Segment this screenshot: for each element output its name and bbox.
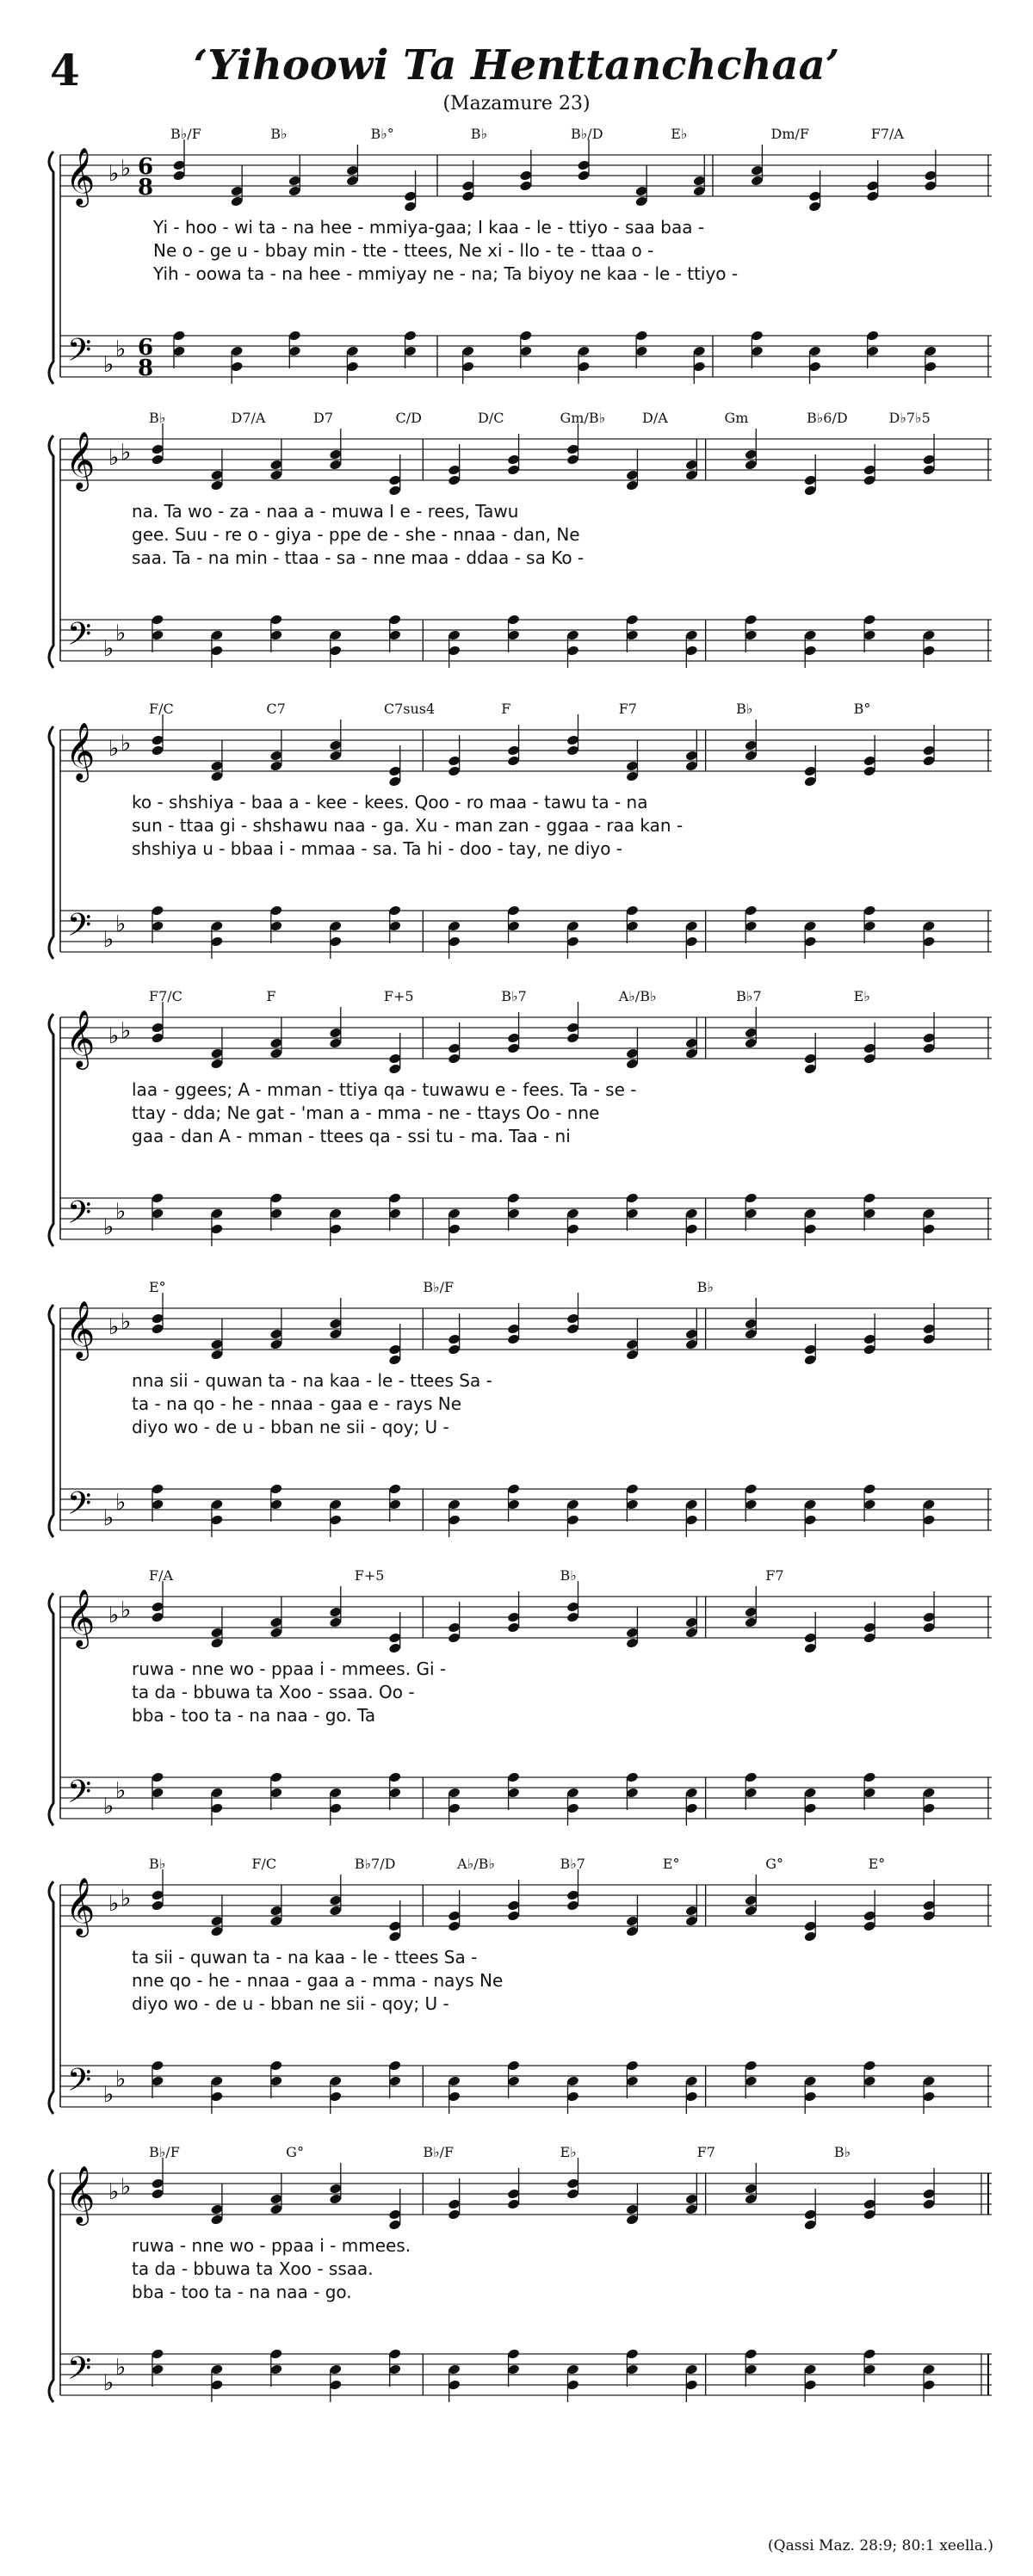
key-flat-icon: ♭ [115,1490,127,1516]
chord-symbol: B♭/F [170,126,201,142]
treble-clef-icon: 𝄞 [65,1300,96,1358]
chord-symbol: B♭ [470,126,488,142]
lyric-verse-3: shshiya u - bbaa i - mmaa - sa. Ta hi - doo - tay, ne diyo - [132,838,623,859]
hymn-number: 4 [50,45,80,96]
lyric-verse-1: ruwa - nne wo - ppaa i - mmees. Gi - [132,1659,447,1679]
key-flat-icon: ♭ [103,927,114,953]
time-sig-treble-bottom: 8 [138,175,154,201]
key-flat-icon: ♭ [103,2082,114,2108]
key-flat-icon: ♭ [108,161,120,187]
lyric-verse-1: ruwa - nne wo - ppaa i - mmees. [132,2235,411,2256]
key-flat-icon: ♭ [115,2066,127,2092]
chord-symbol: B♭7 [560,1856,585,1872]
key-flat-icon: ♭ [115,621,127,646]
system-bracket [49,151,53,384]
score-system-4 [41,988,997,1276]
lyric-verse-1: ko - shshiya - baa a - kee - kees. Qoo - ro maa - tawu ta - na [132,792,648,812]
chord-symbol: B♭/F [423,2144,455,2160]
key-flat-icon: ♭ [121,440,132,466]
chord-symbol: B♭7/D [354,1856,396,1872]
lyric-verse-2: ta - na qo - he - nnaa - gaa e - rays Ne [132,1393,462,1414]
key-flat-icon: ♭ [108,2179,120,2205]
system-bracket [49,2170,53,2402]
treble-clef-icon: 𝄞 [65,1009,96,1067]
chord-symbol: F7 [618,701,637,717]
score-system-1 [41,126,997,413]
key-flat-icon: ♭ [103,1794,114,1819]
bass-clef-icon: 𝄢 [67,1195,92,1239]
chord-symbol: C7 [266,701,286,717]
lyric-verse-2: ta da - bbuwa ta Xoo - ssaa. Oo - [132,1682,415,1702]
chord-symbol: F7 [696,2144,715,2160]
chord-symbol: B♭ [149,410,166,426]
bass-clef-icon: 𝄢 [67,2062,92,2106]
lyric-verse-2: gee. Suu - re o - giya - ppe de - she - nnaa - dan, Ne [132,524,580,545]
chord-symbol: C/D [395,410,422,426]
chord-symbol: F+5 [383,988,414,1004]
lyric-verse-3: Yih - oowa ta - na hee - mmiyay ne - na; Ta biyoy ne kaa - le - ttiyo - [153,263,739,284]
chord-symbol: Gm [724,410,749,426]
chord-symbol: G° [765,1856,784,1872]
key-flat-icon: ♭ [108,445,120,471]
key-flat-icon: ♭ [121,1309,132,1335]
key-flat-icon: ♭ [103,1505,114,1531]
lyric-verse-1: nna sii - quwan ta - na kaa - le - ttees Sa - [132,1370,492,1391]
chord-symbol: E♭ [853,988,870,1004]
bass-clef-icon: 𝄢 [67,332,92,376]
chord-symbol: F+5 [354,1567,385,1584]
key-flat-icon: ♭ [108,736,120,762]
hymn-subtitle: (Mazamure 23) [442,93,591,114]
key-flat-icon: ♭ [121,1597,132,1623]
chord-symbol: F [266,988,276,1004]
lyric-verse-1: Yi - hoo - wi ta - na hee - mmiya-gaa; I kaa - le - ttiyo - saa baa - [153,217,705,238]
chord-symbol: B♭7 [736,988,762,1004]
key-flat-icon: ♭ [121,1018,132,1044]
system-bracket [49,1014,53,1246]
key-flat-icon: ♭ [115,2355,127,2381]
chord-symbol: B° [853,701,871,717]
scripture-reference: (Qassi Maz. 28:9; 80:1 xeella.) [768,2537,993,2554]
lyric-verse-3: bba - too ta - na naa - go. Ta [132,1705,376,1726]
chord-symbol: B♭/D [571,126,603,142]
chord-symbol: F [501,701,511,717]
chord-symbol: D7/A [231,410,266,426]
chord-symbol: E♭ [560,2144,577,2160]
chord-symbol: B♭ [833,2144,851,2160]
chord-symbol: Gm/B♭ [560,410,606,426]
key-flat-icon: ♭ [103,352,114,378]
lyric-verse-2: sun - ttaa gi - shshawu naa - ga. Xu - man zan - ggaa - raa kan - [132,815,684,836]
score-system-6 [41,1567,997,1855]
key-flat-icon: ♭ [115,337,127,362]
key-flat-icon: ♭ [108,1603,120,1628]
key-flat-icon: ♭ [121,2174,132,2200]
chord-symbol: E° [662,1856,680,1872]
chord-symbol: B♭/F [149,2144,180,2160]
key-flat-icon: ♭ [121,731,132,757]
chord-symbol: Dm/F [770,126,809,142]
system-bracket [49,436,53,668]
chord-symbol: D/C [478,410,504,426]
score-system-7 [41,1856,997,2143]
system-bracket [49,1305,53,1537]
chord-symbol: B♭ [270,126,288,142]
chord-symbol: E° [868,1856,886,1872]
key-flat-icon: ♭ [121,156,132,182]
chord-symbol: B♭ [736,701,753,717]
lyric-verse-2: ttay - dda; Ne gat - 'man a - mma - ne - ttays Oo - nne [132,1103,600,1123]
bass-clef-icon: 𝄢 [67,1486,92,1529]
chord-symbol: D/A [642,410,668,426]
time-sig-treble-top: 6 [138,154,154,180]
key-flat-icon: ♭ [121,1886,132,1912]
system-bracket [49,1881,53,2114]
chord-symbol: B♭ [149,1856,166,1872]
treble-clef-icon: 𝄞 [65,1876,96,1935]
time-sig-bass-top: 6 [138,335,154,361]
treble-clef-icon: 𝄞 [65,2165,96,2223]
key-flat-icon: ♭ [103,1214,114,1240]
lyric-verse-3: diyo wo - de u - bban ne sii - qoy; U - [132,1417,449,1437]
bass-clef-icon: 𝄢 [67,1774,92,1818]
lyric-verse-1: ta sii - quwan ta - na kaa - le - ttees Sa - [132,1947,478,1968]
chord-symbol: A♭/B♭ [457,1856,495,1872]
chord-symbol: F7 [765,1567,784,1584]
system-bracket [49,726,53,959]
lyric-verse-2: Ne o - ge u - bbay min - tte - ttees, Ne xi - llo - te - ttaa o - [153,240,654,261]
lyric-verse-1: laa - ggees; A - mman - ttiya qa - tuwawu e - fees. Ta - se - [132,1079,637,1100]
bass-clef-icon: 𝄢 [67,616,92,660]
chord-symbol: F7/A [870,126,904,142]
score-system-2 [41,410,997,697]
lyric-verse-3: diyo wo - de u - bban ne sii - qoy; U - [132,1993,449,2014]
lyric-verse-3: gaa - dan A - mman - ttees qa - ssi tu - ma. Taa - ni [132,1126,571,1146]
score-system-8 [41,2144,997,2431]
treble-clef-icon: 𝄞 [65,146,96,205]
key-flat-icon: ♭ [115,911,127,937]
hymn-title: ‘Yihoowi Ta Henttanchchaa’ [193,41,840,90]
chord-symbol: F7/C [149,988,182,1004]
bass-clef-icon: 𝄢 [67,2351,92,2394]
key-flat-icon: ♭ [115,1199,127,1225]
bass-clef-icon: 𝄢 [67,907,92,951]
chord-symbol: D7 [313,410,334,426]
chord-symbol: A♭/B♭ [618,988,657,1004]
system-bracket [49,1593,53,1825]
chord-symbol: B♭7 [501,988,527,1004]
key-flat-icon: ♭ [103,2370,114,2396]
lyric-verse-3: bba - too ta - na naa - go. [132,2282,352,2302]
lyric-verse-3: saa. Ta - na min - ttaa - sa - nne maa - ddaa - sa Ko - [132,547,585,568]
key-flat-icon: ♭ [108,1023,120,1049]
chord-symbol: B♭ [560,1567,577,1584]
treble-clef-icon: 𝄞 [65,1588,96,1646]
lyric-verse-2: nne qo - he - nnaa - gaa a - mma - nays Ne [132,1970,504,1991]
chord-symbol: B♭/F [423,1279,455,1295]
chord-symbol: B♭° [370,126,394,142]
key-flat-icon: ♭ [108,1891,120,1917]
chord-symbol: E♭ [671,126,688,142]
score-system-3 [41,701,997,988]
treble-clef-icon: 𝄞 [65,721,96,780]
chord-symbol: C7sus4 [383,701,436,717]
lyric-verse-1: na. Ta wo - za - naa a - muwa I e - rees, Tawu [132,501,519,522]
lyric-verse-2: ta da - bbuwa ta Xoo - ssaa. [132,2258,374,2279]
key-flat-icon: ♭ [108,1314,120,1340]
chord-symbol: F/A [149,1567,174,1584]
chord-symbol: E° [149,1279,166,1295]
treble-clef-icon: 𝄞 [65,430,96,489]
chord-symbol: F/C [149,701,174,717]
chord-symbol: G° [286,2144,304,2160]
score-system-5 [41,1279,997,1566]
key-flat-icon: ♭ [115,1778,127,1804]
chord-symbol: D♭7♭5 [888,410,931,426]
chord-symbol: B♭ [696,1279,714,1295]
time-sig-bass-bottom: 8 [138,355,154,381]
key-flat-icon: ♭ [103,636,114,662]
chord-symbol: F/C [251,1856,277,1872]
chord-symbol: B♭6/D [807,410,848,426]
